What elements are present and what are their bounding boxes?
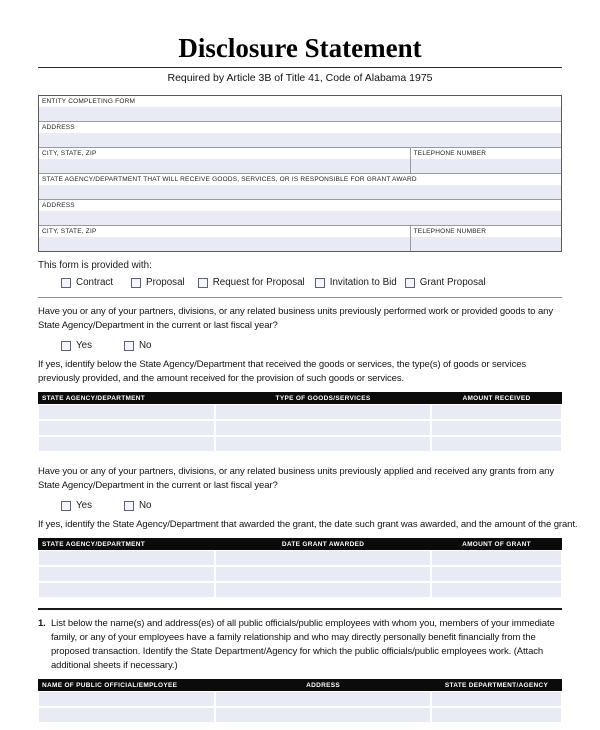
page-title: Disclosure Statement — [178, 33, 422, 63]
entity-phone-column — [410, 148, 561, 173]
grants-no-option — [124, 500, 152, 511]
officials-table-cell[interactable] — [431, 707, 562, 723]
request-for-proposal-label: Request for Proposal — [212, 277, 305, 288]
officials-table-header-address: ADDRESS — [215, 679, 431, 691]
field-entity-city-phone — [39, 148, 561, 174]
entity-city-column — [39, 148, 410, 173]
goods-table-cell[interactable] — [38, 404, 215, 420]
invitation-to-bid-label: Invitation to Bid — [329, 277, 397, 288]
agency-address-label: ADDRESS — [42, 202, 75, 209]
agency-name-label: STATE AGENCY/DEPARTMENT THAT WILL RECEIVE GOODS, SERVICES, OR IS RESPONSIBLE FOR GRANT AWARD — [42, 176, 417, 183]
officials-table-header-agency: STATE DEPARTMENT/AGENCY — [431, 679, 562, 691]
request-for-proposal-checkbox[interactable] — [198, 278, 208, 288]
entity-address-input[interactable] — [39, 133, 561, 147]
grants-yes-label: Yes — [76, 500, 92, 511]
provided-with-label: This form is provided with: — [38, 260, 152, 271]
grants-if-yes-text: If yes, identify the State Agency/Department that awarded the grant, the date such grant was awarded, and the amount of the grant. — [38, 519, 578, 530]
goods-table-header-amount: AMOUNT RECEIVED — [431, 392, 562, 404]
field-entity-completing-form — [39, 96, 561, 122]
grants-table-cell[interactable] — [431, 566, 562, 582]
entity-city-state-zip-label: CITY, STATE, ZIP — [42, 150, 97, 157]
grants-question-text: Have you or any of your partners, divisions, or any related business units previously applied and received any grants from any State Agency/Department in the current or last fiscal year? — [38, 466, 554, 491]
goods-table-header-type: TYPE OF GOODS/SERVICES — [215, 392, 431, 404]
goods-no-option — [124, 340, 152, 351]
provided-with-options — [38, 277, 562, 288]
entity-telephone-label: TELEPHONE NUMBER — [413, 150, 487, 157]
section-divider — [38, 297, 562, 298]
entity-completing-form-label: ENTITY COMPLETING FORM — [42, 98, 136, 105]
grants-table-cell[interactable] — [215, 566, 431, 582]
agency-address-input[interactable] — [39, 211, 561, 225]
grants-table-cell[interactable] — [38, 582, 215, 598]
grants-table-cell[interactable] — [215, 582, 431, 598]
entity-address-label: ADDRESS — [42, 124, 75, 131]
goods-yes-checkbox[interactable] — [61, 341, 71, 351]
goods-no-label: No — [138, 340, 152, 351]
grants-yes-option — [61, 500, 92, 511]
goods-question-text: Have you or any of your partners, divisions, or any related business units previously performed work or provided goods to any State Agency/Department in the current or last fiscal year? — [38, 306, 554, 331]
goods-table-cell[interactable] — [38, 436, 215, 452]
goods-table-header-agency: STATE AGENCY/DEPARTMENT — [38, 392, 215, 404]
officials-table-cell[interactable] — [215, 691, 431, 707]
option-invitation-to-bid — [315, 277, 397, 288]
officials-table-cell[interactable] — [38, 707, 215, 723]
grants-yes-checkbox[interactable] — [61, 501, 71, 511]
officials-table-cell[interactable] — [431, 691, 562, 707]
goods-table-cell[interactable] — [431, 436, 562, 452]
field-entity-address — [39, 122, 561, 148]
goods-table-cell[interactable] — [215, 436, 431, 452]
contract-checkbox[interactable] — [61, 278, 71, 288]
grants-table — [38, 538, 562, 598]
goods-table-cell[interactable] — [431, 420, 562, 436]
page-subtitle: Required by Article 3B of Title 41, Code of Alabama 1975 — [167, 72, 433, 84]
option-proposal — [131, 277, 185, 288]
entity-info-section — [38, 95, 562, 252]
grant-proposal-label: Grant Proposal — [419, 277, 486, 288]
goods-table-cell[interactable] — [215, 404, 431, 420]
contract-label: Contract — [76, 277, 114, 288]
goods-table-cell[interactable] — [215, 420, 431, 436]
entity-telephone-input[interactable] — [411, 159, 561, 173]
item1-number: 1. — [38, 618, 46, 629]
officials-table-cell[interactable] — [215, 707, 431, 723]
grants-no-label: No — [138, 500, 152, 511]
grants-table-header-date: DATE GRANT AWARDED — [215, 538, 431, 550]
proposal-checkbox[interactable] — [131, 278, 141, 288]
goods-if-yes-text: If yes, identify below the State Agency/Department that received the goods or services, the type(s) of goods or services previously provided, and the amount received for the provision of such goods or services. — [38, 359, 527, 384]
goods-yes-label: Yes — [76, 340, 92, 351]
grants-table-cell[interactable] — [215, 550, 431, 566]
agency-name-input[interactable] — [39, 185, 561, 199]
goods-table-cell[interactable] — [431, 404, 562, 420]
option-contract — [61, 277, 113, 288]
agency-city-state-zip-input[interactable] — [39, 237, 410, 251]
grant-proposal-checkbox[interactable] — [405, 278, 415, 288]
goods-table-cell[interactable] — [38, 420, 215, 436]
agency-telephone-input[interactable] — [411, 237, 561, 251]
item1-text: List below the name(s) and address(es) of all public officials/public employees with whom you, members of your immediate family, or any of your employees have a family relationship and who may directly personally benefit financially from the proposed transaction. Identify the State Department/Agency for which the public officials/public employees work. (Attach additional sheets if necessary.) — [51, 618, 555, 671]
title-divider — [38, 67, 562, 68]
option-grant-proposal — [405, 277, 486, 288]
field-agency-address — [39, 200, 561, 226]
grants-no-checkbox[interactable] — [124, 501, 134, 511]
item1-divider — [38, 608, 562, 610]
item1-instructions — [38, 617, 562, 673]
proposal-label: Proposal — [146, 277, 185, 288]
grants-table-cell[interactable] — [38, 566, 215, 582]
officials-table-cell[interactable] — [38, 691, 215, 707]
agency-city-column — [39, 226, 410, 251]
agency-phone-column — [410, 226, 561, 251]
grants-yes-no-row — [38, 500, 562, 511]
entity-city-state-zip-input[interactable] — [39, 159, 410, 173]
grants-table-cell[interactable] — [431, 582, 562, 598]
goods-yes-no-row — [38, 340, 562, 351]
officials-table-header-name: NAME OF PUBLIC OFFICIAL/EMPLOYEE — [38, 679, 215, 691]
agency-city-state-zip-label: CITY, STATE, ZIP — [42, 228, 97, 235]
officials-table — [38, 679, 562, 723]
entity-completing-form-input[interactable] — [39, 107, 561, 121]
grants-table-cell[interactable] — [38, 550, 215, 566]
agency-telephone-label: TELEPHONE NUMBER — [413, 228, 487, 235]
invitation-to-bid-checkbox[interactable] — [315, 278, 325, 288]
grants-table-header-agency: STATE AGENCY/DEPARTMENT — [38, 538, 215, 550]
field-agency-name — [39, 174, 561, 200]
grants-table-cell[interactable] — [431, 550, 562, 566]
goods-yes-option — [61, 340, 92, 351]
field-agency-city-phone — [39, 226, 561, 251]
goods-no-checkbox[interactable] — [124, 341, 134, 351]
grants-table-header-amount: AMOUNT OF GRANT — [431, 538, 562, 550]
option-request-for-proposal — [198, 277, 305, 288]
goods-table — [38, 392, 562, 452]
